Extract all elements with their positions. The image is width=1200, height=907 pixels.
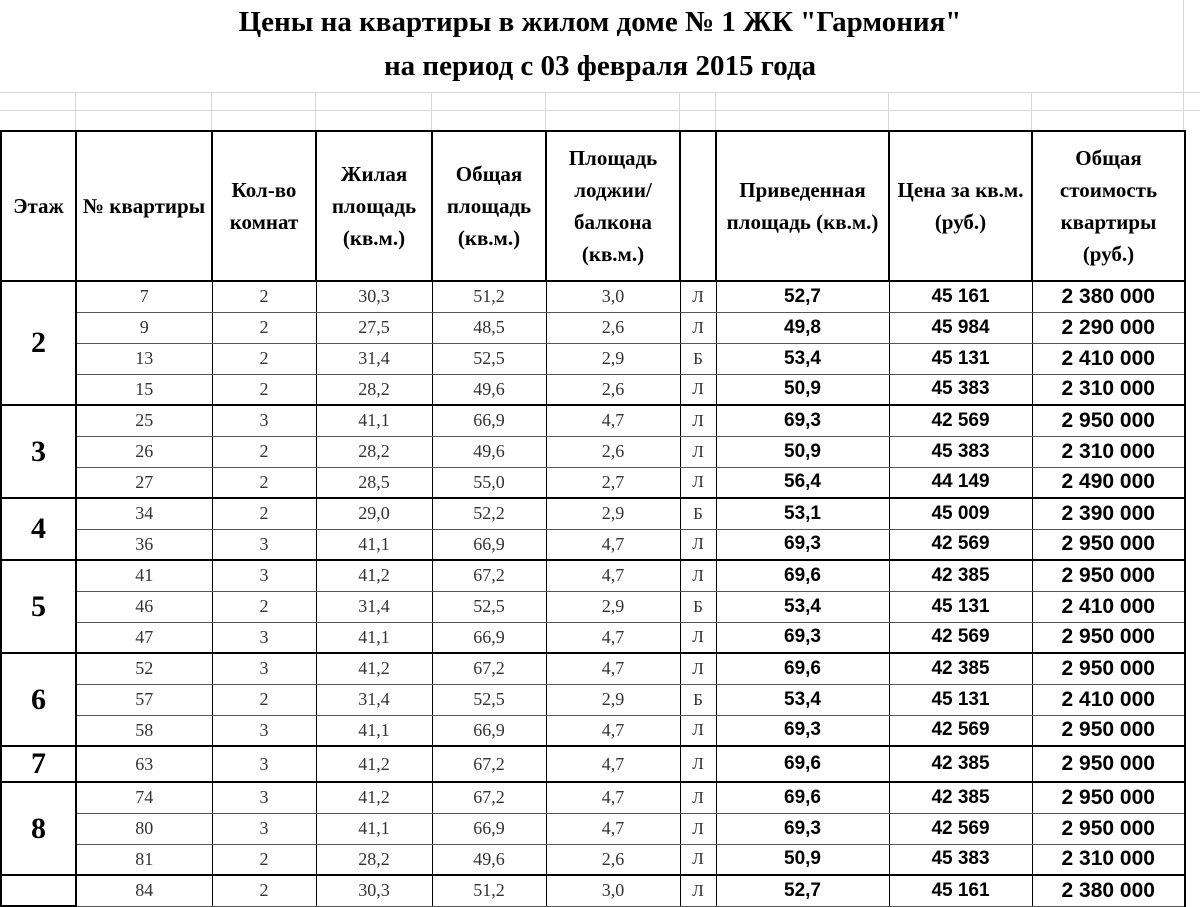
cell-apartment: 52 bbox=[76, 653, 212, 684]
table-row bbox=[1, 560, 1185, 591]
table-row bbox=[1, 813, 1185, 844]
cell-balcony-area: 4,7 bbox=[546, 746, 680, 782]
cell-living-area: 31,4 bbox=[316, 684, 432, 715]
cell-balcony-area: 4,7 bbox=[546, 622, 680, 653]
cell-total-area: 67,2 bbox=[432, 746, 546, 782]
cell-total-area: 48,5 bbox=[432, 312, 546, 343]
table-row bbox=[1, 746, 1185, 782]
cell-living-area: 30,3 bbox=[316, 281, 432, 312]
cell-reduced-area: 52,7 bbox=[716, 281, 889, 312]
cell-rooms: 3 bbox=[212, 405, 316, 436]
cell-price-per-sqm: 42 569 bbox=[889, 405, 1032, 436]
cell-apartment: 34 bbox=[76, 498, 212, 529]
cell-total-area: 49,6 bbox=[432, 844, 546, 875]
cell-price-per-sqm: 45 383 bbox=[889, 844, 1032, 875]
cell-total-cost: 2 950 000 bbox=[1032, 405, 1185, 436]
table-row bbox=[1, 343, 1185, 374]
cell-floor: 5 bbox=[1, 560, 76, 653]
cell-balcony-area: 2,7 bbox=[546, 467, 680, 498]
cell-apartment: 26 bbox=[76, 436, 212, 467]
cell-balcony-area: 2,6 bbox=[546, 844, 680, 875]
cell-balcony-type: Б bbox=[680, 591, 716, 622]
cell-apartment: 15 bbox=[76, 374, 212, 405]
cell-balcony-type: Л bbox=[680, 622, 716, 653]
cell-living-area: 28,5 bbox=[316, 467, 432, 498]
cell-balcony-area: 2,6 bbox=[546, 436, 680, 467]
header-total-area: Общая площадь (кв.м.) bbox=[432, 131, 546, 281]
cell-apartment: 47 bbox=[76, 622, 212, 653]
cell-balcony-type: Л bbox=[680, 529, 716, 560]
title-line-1: Цены на квартиры в жилом доме № 1 ЖК "Гармония" bbox=[238, 6, 962, 38]
table-row bbox=[1, 684, 1185, 715]
cell-living-area: 29,0 bbox=[316, 498, 432, 529]
cell-reduced-area: 69,6 bbox=[716, 746, 889, 782]
cell-price-per-sqm: 42 569 bbox=[889, 813, 1032, 844]
header-living-area: Жилая площадь (кв.м.) bbox=[316, 131, 432, 281]
cell-apartment: 74 bbox=[76, 782, 212, 813]
cell-total-area: 49,6 bbox=[432, 374, 546, 405]
cell-floor: 8 bbox=[1, 782, 76, 875]
cell-balcony-area: 3,0 bbox=[546, 875, 680, 906]
cell-balcony-type: Л bbox=[680, 782, 716, 813]
header-balcony-area: Площадь лоджии/ балкона (кв.м.) bbox=[546, 131, 680, 281]
cell-price-per-sqm: 45 009 bbox=[889, 498, 1032, 529]
cell-reduced-area: 69,6 bbox=[716, 782, 889, 813]
table-row bbox=[1, 782, 1185, 813]
cell-apartment: 80 bbox=[76, 813, 212, 844]
cell-balcony-type: Л bbox=[680, 813, 716, 844]
cell-living-area: 30,3 bbox=[316, 875, 432, 906]
cell-price-per-sqm: 45 161 bbox=[889, 281, 1032, 312]
cell-total-cost: 2 410 000 bbox=[1032, 684, 1185, 715]
cell-living-area: 41,2 bbox=[316, 782, 432, 813]
cell-rooms: 2 bbox=[212, 875, 316, 906]
cell-total-area: 52,5 bbox=[432, 343, 546, 374]
cell-balcony-area: 4,7 bbox=[546, 653, 680, 684]
title-line-2: на период с 03 февраля 2015 года bbox=[383, 50, 817, 82]
cell-living-area: 28,2 bbox=[316, 844, 432, 875]
cell-reduced-area: 53,4 bbox=[716, 684, 889, 715]
cell-rooms: 2 bbox=[212, 467, 316, 498]
header-total-cost: Общая стоимость квартиры (руб.) bbox=[1032, 131, 1185, 281]
cell-balcony-type: Л bbox=[680, 436, 716, 467]
cell-reduced-area: 69,6 bbox=[716, 653, 889, 684]
header-balcony-type bbox=[680, 131, 716, 281]
cell-total-cost: 2 310 000 bbox=[1032, 436, 1185, 467]
cell-rooms: 2 bbox=[212, 684, 316, 715]
cell-floor: 2 bbox=[1, 281, 76, 405]
cell-living-area: 28,2 bbox=[316, 374, 432, 405]
cell-living-area: 41,1 bbox=[316, 529, 432, 560]
cell-balcony-type: Л bbox=[680, 281, 716, 312]
cell-living-area: 41,2 bbox=[316, 653, 432, 684]
header-rooms: Кол-во комнат bbox=[212, 131, 316, 281]
cell-total-cost: 2 290 000 bbox=[1032, 312, 1185, 343]
table-row bbox=[1, 622, 1185, 653]
cell-reduced-area: 56,4 bbox=[716, 467, 889, 498]
cell-total-cost: 2 410 000 bbox=[1032, 343, 1185, 374]
table-row bbox=[1, 653, 1185, 684]
cell-price-per-sqm: 45 131 bbox=[889, 343, 1032, 374]
cell-apartment: 58 bbox=[76, 715, 212, 746]
cell-floor bbox=[1, 875, 76, 906]
cell-balcony-type: Л bbox=[680, 844, 716, 875]
cell-rooms: 3 bbox=[212, 560, 316, 591]
cell-total-cost: 2 950 000 bbox=[1032, 529, 1185, 560]
cell-balcony-area: 4,7 bbox=[546, 715, 680, 746]
cell-rooms: 3 bbox=[212, 782, 316, 813]
cell-living-area: 41,2 bbox=[316, 746, 432, 782]
document-title bbox=[0, 0, 1200, 92]
cell-price-per-sqm: 45 131 bbox=[889, 591, 1032, 622]
table-row bbox=[1, 281, 1185, 312]
cell-price-per-sqm: 45 984 bbox=[889, 312, 1032, 343]
table-row bbox=[1, 844, 1185, 875]
table-row bbox=[1, 875, 1185, 906]
cell-total-area: 67,2 bbox=[432, 560, 546, 591]
cell-total-area: 67,2 bbox=[432, 782, 546, 813]
cell-floor: 4 bbox=[1, 498, 76, 560]
cell-total-area: 52,5 bbox=[432, 591, 546, 622]
cell-balcony-type: Л bbox=[680, 312, 716, 343]
cell-total-cost: 2 950 000 bbox=[1032, 560, 1185, 591]
cell-reduced-area: 52,7 bbox=[716, 875, 889, 906]
cell-rooms: 2 bbox=[212, 591, 316, 622]
table-header-row bbox=[1, 131, 1185, 281]
cell-apartment: 27 bbox=[76, 467, 212, 498]
cell-rooms: 2 bbox=[212, 498, 316, 529]
cell-total-cost: 2 950 000 bbox=[1032, 813, 1185, 844]
cell-total-area: 51,2 bbox=[432, 875, 546, 906]
cell-balcony-type: Л bbox=[680, 715, 716, 746]
cell-living-area: 31,4 bbox=[316, 343, 432, 374]
cell-balcony-type: Л bbox=[680, 374, 716, 405]
cell-living-area: 41,2 bbox=[316, 560, 432, 591]
cell-total-area: 66,9 bbox=[432, 813, 546, 844]
table-row bbox=[1, 591, 1185, 622]
cell-price-per-sqm: 42 569 bbox=[889, 622, 1032, 653]
cell-total-cost: 2 380 000 bbox=[1032, 875, 1185, 906]
cell-total-area: 52,2 bbox=[432, 498, 546, 529]
cell-price-per-sqm: 42 385 bbox=[889, 746, 1032, 782]
cell-floor: 6 bbox=[1, 653, 76, 746]
cell-total-cost: 2 490 000 bbox=[1032, 467, 1185, 498]
cell-total-area: 66,9 bbox=[432, 405, 546, 436]
header-reduced-area: Приведенная площадь (кв.м.) bbox=[716, 131, 889, 281]
cell-apartment: 63 bbox=[76, 746, 212, 782]
cell-reduced-area: 53,4 bbox=[716, 343, 889, 374]
cell-balcony-area: 4,7 bbox=[546, 813, 680, 844]
cell-apartment: 13 bbox=[76, 343, 212, 374]
cell-rooms: 3 bbox=[212, 715, 316, 746]
cell-total-cost: 2 380 000 bbox=[1032, 281, 1185, 312]
cell-reduced-area: 69,3 bbox=[716, 529, 889, 560]
cell-apartment: 25 bbox=[76, 405, 212, 436]
cell-rooms: 3 bbox=[212, 813, 316, 844]
cell-reduced-area: 69,6 bbox=[716, 560, 889, 591]
cell-total-cost: 2 390 000 bbox=[1032, 498, 1185, 529]
cell-balcony-area: 2,9 bbox=[546, 498, 680, 529]
cell-living-area: 41,1 bbox=[316, 622, 432, 653]
cell-reduced-area: 53,1 bbox=[716, 498, 889, 529]
cell-rooms: 2 bbox=[212, 281, 316, 312]
cell-floor: 7 bbox=[1, 746, 76, 782]
cell-balcony-area: 2,6 bbox=[546, 312, 680, 343]
cell-price-per-sqm: 42 385 bbox=[889, 782, 1032, 813]
cell-total-area: 67,2 bbox=[432, 653, 546, 684]
cell-balcony-area: 2,9 bbox=[546, 684, 680, 715]
cell-reduced-area: 50,9 bbox=[716, 844, 889, 875]
cell-rooms: 2 bbox=[212, 436, 316, 467]
cell-balcony-type: Л bbox=[680, 875, 716, 906]
cell-apartment: 84 bbox=[76, 875, 212, 906]
cell-total-cost: 2 410 000 bbox=[1032, 591, 1185, 622]
cell-rooms: 3 bbox=[212, 622, 316, 653]
cell-balcony-area: 4,7 bbox=[546, 529, 680, 560]
cell-total-cost: 2 310 000 bbox=[1032, 374, 1185, 405]
cell-total-area: 66,9 bbox=[432, 529, 546, 560]
cell-total-area: 66,9 bbox=[432, 622, 546, 653]
cell-living-area: 41,1 bbox=[316, 715, 432, 746]
cell-total-cost: 2 950 000 bbox=[1032, 715, 1185, 746]
cell-reduced-area: 49,8 bbox=[716, 312, 889, 343]
cell-rooms: 2 bbox=[212, 844, 316, 875]
cell-balcony-area: 3,0 bbox=[546, 281, 680, 312]
cell-balcony-area: 2,9 bbox=[546, 591, 680, 622]
cell-living-area: 31,4 bbox=[316, 591, 432, 622]
cell-total-cost: 2 950 000 bbox=[1032, 653, 1185, 684]
table-row bbox=[1, 405, 1185, 436]
cell-rooms: 3 bbox=[212, 529, 316, 560]
cell-reduced-area: 50,9 bbox=[716, 374, 889, 405]
cell-reduced-area: 50,9 bbox=[716, 436, 889, 467]
cell-total-area: 51,2 bbox=[432, 281, 546, 312]
header-apartment: № квартиры bbox=[76, 131, 212, 281]
cell-reduced-area: 69,3 bbox=[716, 715, 889, 746]
cell-rooms: 2 bbox=[212, 312, 316, 343]
cell-balcony-type: Л bbox=[680, 467, 716, 498]
table-row bbox=[1, 312, 1185, 343]
cell-total-cost: 2 950 000 bbox=[1032, 782, 1185, 813]
cell-balcony-type: Л bbox=[680, 405, 716, 436]
cell-total-area: 52,5 bbox=[432, 684, 546, 715]
cell-balcony-area: 4,7 bbox=[546, 560, 680, 591]
cell-living-area: 41,1 bbox=[316, 813, 432, 844]
cell-apartment: 7 bbox=[76, 281, 212, 312]
cell-total-cost: 2 950 000 bbox=[1032, 746, 1185, 782]
cell-reduced-area: 53,4 bbox=[716, 591, 889, 622]
cell-reduced-area: 69,3 bbox=[716, 813, 889, 844]
table-row bbox=[1, 374, 1185, 405]
cell-price-per-sqm: 45 383 bbox=[889, 374, 1032, 405]
cell-apartment: 46 bbox=[76, 591, 212, 622]
cell-apartment: 41 bbox=[76, 560, 212, 591]
cell-apartment: 36 bbox=[76, 529, 212, 560]
cell-balcony-type: Л bbox=[680, 746, 716, 782]
cell-total-area: 49,6 bbox=[432, 436, 546, 467]
cell-balcony-area: 2,9 bbox=[546, 343, 680, 374]
table-row bbox=[1, 436, 1185, 467]
cell-floor: 3 bbox=[1, 405, 76, 498]
table-body bbox=[1, 281, 1185, 906]
cell-rooms: 2 bbox=[212, 374, 316, 405]
cell-price-per-sqm: 45 131 bbox=[889, 684, 1032, 715]
cell-balcony-type: Б bbox=[680, 343, 716, 374]
table-row bbox=[1, 467, 1185, 498]
table-row bbox=[1, 498, 1185, 529]
cell-price-per-sqm: 42 385 bbox=[889, 560, 1032, 591]
header-price-per-sqm: Цена за кв.м. (руб.) bbox=[889, 131, 1032, 281]
cell-rooms: 3 bbox=[212, 653, 316, 684]
cell-total-area: 66,9 bbox=[432, 715, 546, 746]
cell-rooms: 2 bbox=[212, 343, 316, 374]
cell-total-cost: 2 950 000 bbox=[1032, 622, 1185, 653]
cell-rooms: 3 bbox=[212, 746, 316, 782]
cell-apartment: 81 bbox=[76, 844, 212, 875]
cell-total-cost: 2 310 000 bbox=[1032, 844, 1185, 875]
cell-balcony-type: Б bbox=[680, 498, 716, 529]
cell-apartment: 57 bbox=[76, 684, 212, 715]
cell-balcony-area: 2,6 bbox=[546, 374, 680, 405]
cell-balcony-type: Л bbox=[680, 653, 716, 684]
cell-apartment: 9 bbox=[76, 312, 212, 343]
table-row bbox=[1, 715, 1185, 746]
cell-price-per-sqm: 42 385 bbox=[889, 653, 1032, 684]
cell-price-per-sqm: 42 569 bbox=[889, 529, 1032, 560]
header-floor: Этаж bbox=[1, 131, 76, 281]
cell-living-area: 41,1 bbox=[316, 405, 432, 436]
cell-balcony-area: 4,7 bbox=[546, 782, 680, 813]
apartment-price-table bbox=[0, 130, 1186, 907]
cell-balcony-area: 4,7 bbox=[546, 405, 680, 436]
table-row bbox=[1, 529, 1185, 560]
cell-balcony-type: Л bbox=[680, 560, 716, 591]
cell-price-per-sqm: 42 569 bbox=[889, 715, 1032, 746]
cell-price-per-sqm: 44 149 bbox=[889, 467, 1032, 498]
cell-living-area: 28,2 bbox=[316, 436, 432, 467]
cell-balcony-type: Б bbox=[680, 684, 716, 715]
cell-living-area: 27,5 bbox=[316, 312, 432, 343]
cell-reduced-area: 69,3 bbox=[716, 405, 889, 436]
cell-reduced-area: 69,3 bbox=[716, 622, 889, 653]
cell-total-area: 55,0 bbox=[432, 467, 546, 498]
cell-price-per-sqm: 45 383 bbox=[889, 436, 1032, 467]
cell-price-per-sqm: 45 161 bbox=[889, 875, 1032, 906]
